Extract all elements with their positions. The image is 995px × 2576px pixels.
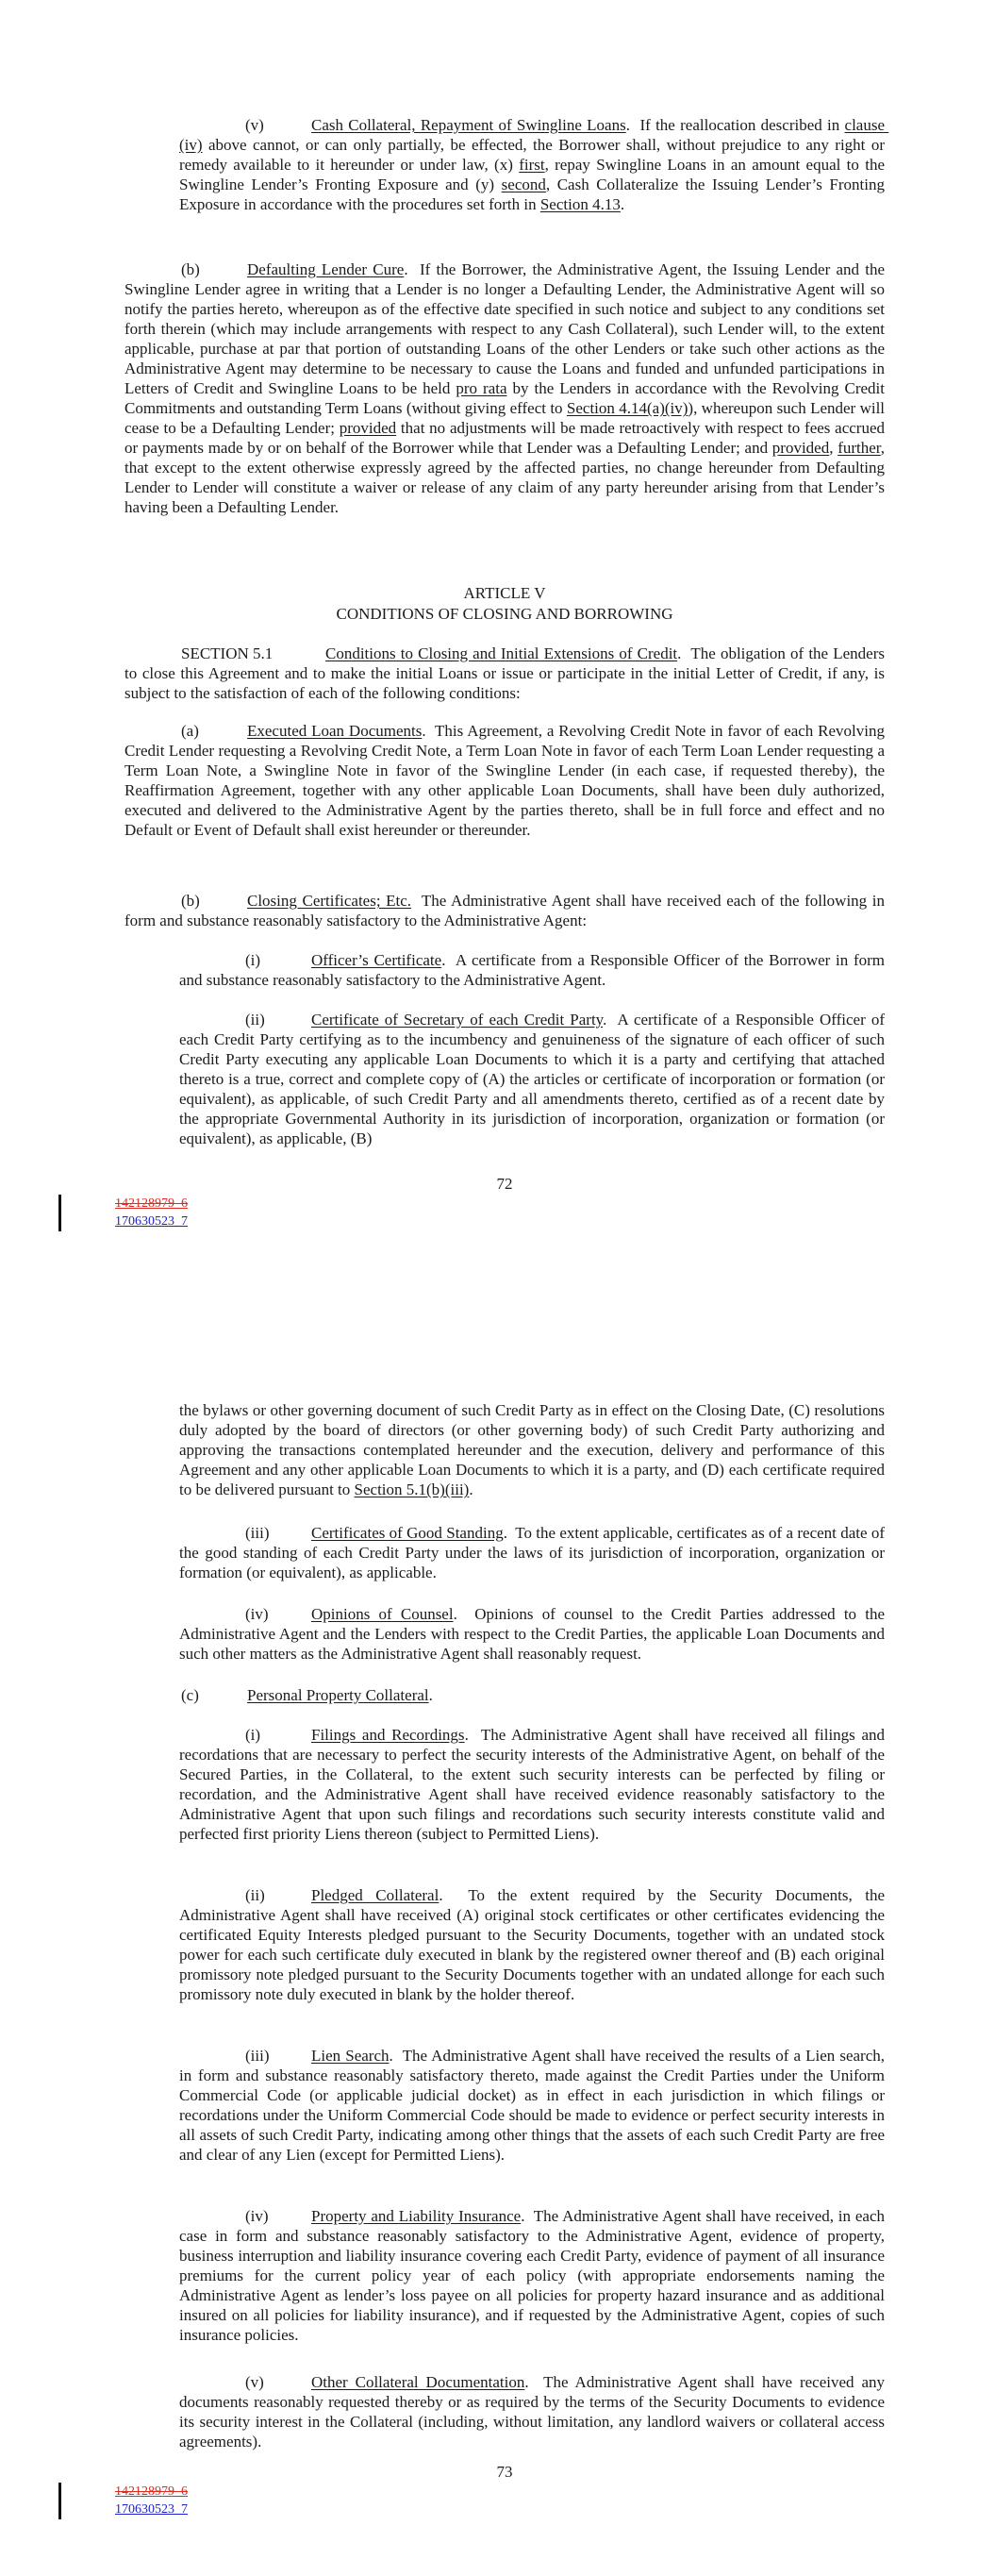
underlined-phrase: Closing Certificates; Etc.	[247, 892, 412, 910]
document-reference-footer	[115, 1196, 188, 1230]
underlined-phrase: Personal Property Collateral	[247, 1686, 429, 1704]
body-text: . The Administrative Agent shall have received the results of a Lien search, in form and substance reasonably satisfactory thereto, made against the Credit Parties under the Uniform Commercial Code (or applicable judicial docket) as in effect in each jurisdiction in which filings or recordations under the Uniform Commercial Code should be made to evidence or perfect security interests in all assets of such Credit Party, indicating among other things that the assets of each such Credit Party are free and clear of any Lien (except for Permitted Liens).	[179, 2047, 889, 2164]
underlined-phrase: Cash Collateral, Repayment of Swingline Loans	[311, 116, 626, 134]
list-marker: (a)	[181, 722, 199, 740]
page-number: 73	[496, 2463, 513, 2481]
paragraph-ii-pledged-collateral	[179, 1885, 889, 2004]
list-marker: SECTION 5.1	[181, 644, 274, 662]
list-marker: (c)	[181, 1686, 199, 1704]
underlined-phrase: Pledged Collateral	[311, 1886, 439, 1904]
body-text: , that except to the extent otherwise expressly agreed by the affected parties, no change hereunder from Defaulting Lender to Lender will constitute a waiver or release of any claim of any party hereunder arising from that Lender’s having been a Defaulting Lender.	[124, 439, 889, 516]
body-text: , repay Swingline Loans in an amount equal to the Swingline Lender’s Fronting Exposure and (y)	[179, 156, 889, 193]
paragraph-v-other-collateral-documentation	[179, 2372, 889, 2451]
deleted-document-reference: 142128979_6	[115, 2484, 188, 2499]
deleted-document-reference: 142128979_6	[115, 1196, 188, 1211]
underlined-phrase: Conditions to Closing and Initial Extensions of Credit	[325, 644, 678, 662]
underlined-phrase: Opinions of Counsel	[311, 1605, 454, 1623]
body-text: . To the extent applicable, certificates as of a recent date of the good standing of each Credit Party under the laws of its jurisdiction of incorporation, organization or formation (or equivalent), as applicable.	[179, 1524, 889, 1581]
paragraph-ii-certificate-of-secretary	[179, 1010, 889, 1148]
body-text: .	[469, 1480, 473, 1498]
body-text: ,	[829, 439, 838, 457]
paragraph-b-defaulting-lender-cure	[124, 259, 889, 517]
underlined-phrase: Certificate of Secretary of each Credit Party	[311, 1011, 604, 1029]
change-bar	[58, 1195, 61, 1231]
paragraph-a-executed-loan-documents	[124, 721, 889, 840]
underlined-phrase: second	[501, 176, 546, 193]
paragraph-c-personal-property-collateral	[124, 1685, 885, 1705]
body-text: that no adjustments will be made retroactively with respect to fees accrued or payments made by or on behalf of the Borrower while that Lender was a Defaulting Lender; and	[124, 419, 889, 457]
body-text: , Cash Collateralize the Issuing Lender’s Fronting Exposure in accordance with the procedures set forth in	[179, 176, 889, 213]
underlined-phrase: Section 4.13	[539, 195, 621, 213]
body-text: . This Agreement, a Revolving Credit Note in favor of each Revolving Credit Lender requesting a Revolving Credit Note, a Term Loan Note in favor of each Term Loan Lender requesting a Term Loan Note, a Swingline Note in favor of the Swingline Lender (in each case, if requested thereby), the Reaffirmation Agreement, together with any other applicable Loan Documents, shall have been duly authorized, executed and delivered to the Administrative Agent by the parties thereto, shall be in full force and effect and no Default or Event of Default shall exist hereunder or thereunder.	[124, 722, 889, 839]
body-text: . The Administrative Agent shall have received all filings and recordations that are necessary to perfect the security interests of the Administrative Agent, on behalf of the Secured Parties, in the Collateral, to the extent such security interests can be perfected by filing or recordation, and the Administrative Agent shall have received evidence reasonably satisfactory to the Administrative Agent that upon such filings and recordations such security interests constitute valid and perfected first priority Liens thereon (subject to Permitted Liens).	[179, 1726, 889, 1843]
underlined-phrase: pro rata	[456, 379, 507, 397]
body-text: . If the reallocation described in	[625, 116, 845, 134]
list-marker: (iv)	[245, 2207, 269, 2225]
underlined-phrase: provided	[339, 419, 397, 437]
paragraph-iv-opinions-of-counsel	[179, 1604, 889, 1664]
body-text: . To the extent required by the Security Documents, the Administrative Agent shall have received (A) original stock certificates or other certificates evidencing the certificated Equity Interests pledged pursuant to the Security Documents, together with an undated stock power for each such certificate duly executed in blank by the registered owner thereof and (B) each original promissory note pledged pursuant to the Security Documents together with an undated allonge for each such promissory note duly executed in blank by the holder thereof.	[179, 1886, 889, 2003]
paragraph-b-closing-certificates	[124, 891, 889, 930]
body-text: .	[620, 195, 625, 213]
body-text: . The Administrative Agent shall have received any documents reasonably requested thereby or as required by the terms of the Security Documents to evidence its security interest in the Collateral (including, without limitation, any landlord waivers or collateral access agreements).	[179, 2373, 889, 2451]
paragraph-bylaws-continuation	[179, 1400, 889, 1499]
list-marker: (b)	[181, 892, 200, 910]
underlined-phrase: further	[837, 439, 881, 457]
underlined-phrase: provided	[771, 439, 830, 457]
list-marker: (i)	[245, 1726, 261, 1744]
change-bar	[58, 2483, 61, 2519]
body-text: by the Lenders in accordance with the Revolving Credit Commitments and outstanding Term Loans (without giving effect to	[124, 379, 889, 417]
body-text: .	[428, 1686, 433, 1704]
underlined-phrase: Property and Liability Insurance	[311, 2207, 522, 2225]
list-marker: (i)	[245, 951, 261, 969]
body-text: The Administrative Agent shall have received each of the following in form and substance reasonably satisfactory to the Administrative Agent:	[124, 892, 889, 929]
paragraph-iii-certificates-of-good-standing	[179, 1523, 889, 1582]
underlined-phrase: clause (iv)	[179, 116, 889, 154]
paragraph-v-cash-collateral	[179, 115, 889, 214]
underlined-phrase: Other Collateral Documentation	[311, 2373, 525, 2391]
body-text: . The obligation of the Lenders to close this Agreement and to make the initial Loans or issue or participate in the initial Letter of Credit, if any, is subject to the satisfaction of each of the following conditions:	[124, 644, 889, 702]
paragraph-iii-lien-search	[179, 2046, 889, 2165]
list-marker: (iii)	[245, 1524, 270, 1542]
body-text: . The Administrative Agent shall have received, in each case in form and substance reasonably satisfactory to the Administrative Agent, evidence of property, business interruption and liability insurance covering each Credit Party, evidence of payment of all insurance premiums for the current policy year of each policy (with appropriate endorsements naming the Administrative Agent as lender’s loss payee on all policies for property hazard insurance and as additional insured on all policies for liability insurance), and if requested by the Administrative Agent, copies of such insurance policies.	[179, 2207, 889, 2344]
underlined-phrase: Section 5.1(b)(iii)	[354, 1480, 470, 1498]
underlined-phrase: Defaulting Lender Cure	[247, 260, 405, 278]
list-marker: (v)	[245, 116, 264, 134]
underlined-phrase: Lien Search	[311, 2047, 390, 2065]
underlined-phrase: Certificates of Good Standing	[311, 1524, 504, 1542]
page-73	[0, 1288, 995, 2576]
article-title: CONDITIONS OF CLOSING AND BORROWING	[336, 605, 673, 623]
body-text: the bylaws or other governing document of such Credit Party as in effect on the Closing Date, (C) resolutions duly adopted by the board of directors (or other governing body) of such Credit Party authorizing and approving the transactions contemplated hereunder and the execution, delivery and performance of this Agreement and any other applicable Loan Documents to which it is a party, and (D) each certificate required to be delivered pursuant to	[179, 1401, 889, 1498]
list-marker: (iv)	[245, 1605, 269, 1623]
underlined-phrase: first	[519, 156, 545, 174]
body-text: . If the Borrower, the Administrative Agent, the Issuing Lender and the Swingline Lender agree in writing that a Lender is no longer a Defaulting Lender, the Administrative Agent will so notify the parties hereto, whereupon as of the effective date specified in such notice and subject to any conditions set forth therein (which may include arrangements with respect to any Cash Collateral), such Lender will, to the extent applicable, purchase at par that portion of outstanding Loans of the other Lenders or take such other actions as the Administrative Agent may determine to be necessary to cause the Loans and funded and unfunded participations in Letters of Credit and Swingline Loans to be held	[124, 260, 889, 397]
document-reference-footer	[115, 2484, 188, 2518]
underlined-phrase: Filings and Recordings	[311, 1726, 465, 1744]
underlined-phrase: Executed Loan Documents	[247, 722, 423, 740]
underlined-phrase: Officer’s Certificate	[311, 951, 442, 969]
list-marker: (iii)	[245, 2047, 270, 2065]
body-text: . Opinions of counsel to the Credit Parties addressed to the Administrative Agent and the Lenders with respect to the Credit Parties, the applicable Loan Documents and such other matters as the Administrative Agent shall reasonably request.	[179, 1605, 889, 1663]
inserted-document-reference: 170630523_7	[115, 1213, 188, 1229]
inserted-document-reference: 170630523_7	[115, 2501, 188, 2517]
page-number: 72	[496, 1175, 513, 1193]
list-marker: (b)	[181, 260, 200, 278]
body-text: ), whereupon such Lender will cease to be a Defaulting Lender;	[124, 399, 889, 437]
paragraph-iv-property-and-liability-insurance	[179, 2206, 889, 2345]
paragraph-section-5-1	[124, 644, 889, 703]
list-marker: (v)	[245, 2373, 264, 2391]
body-text: above cannot, or can only partially, be effected, the Borrower shall, without prejudice to any right or remedy available to it hereunder or under law, (x)	[179, 136, 889, 174]
paragraph-i-filings-and-recordings	[179, 1725, 889, 1844]
body-text: . A certificate from a Responsible Officer of the Borrower in form and substance reasonably satisfactory to the Administrative Agent.	[179, 951, 889, 989]
list-marker: (ii)	[245, 1886, 265, 1904]
underlined-phrase: Section 4.14(a)(iv)	[566, 399, 688, 417]
article-number: ARTICLE V	[463, 584, 546, 602]
list-marker: (ii)	[245, 1011, 265, 1029]
paragraph-i-officers-certificate	[179, 950, 889, 990]
article-heading	[124, 583, 885, 625]
body-text: . A certificate of a Responsible Officer of each Credit Party certifying as to the incumbency and genuineness of the signature of each officer of such Credit Party executing any applicable Loan Documents to which it is a party and certifying that attached thereto is a true, correct and complete copy of (A) the articles or certificate of incorporation or formation (or equivalent), as applicable, of such Credit Party and all amendments thereto, certified as of a recent date by the appropriate Governmental Authority in its jurisdiction of incorporation, organization or formation (or equivalent), as applicable, (B)	[179, 1011, 889, 1147]
